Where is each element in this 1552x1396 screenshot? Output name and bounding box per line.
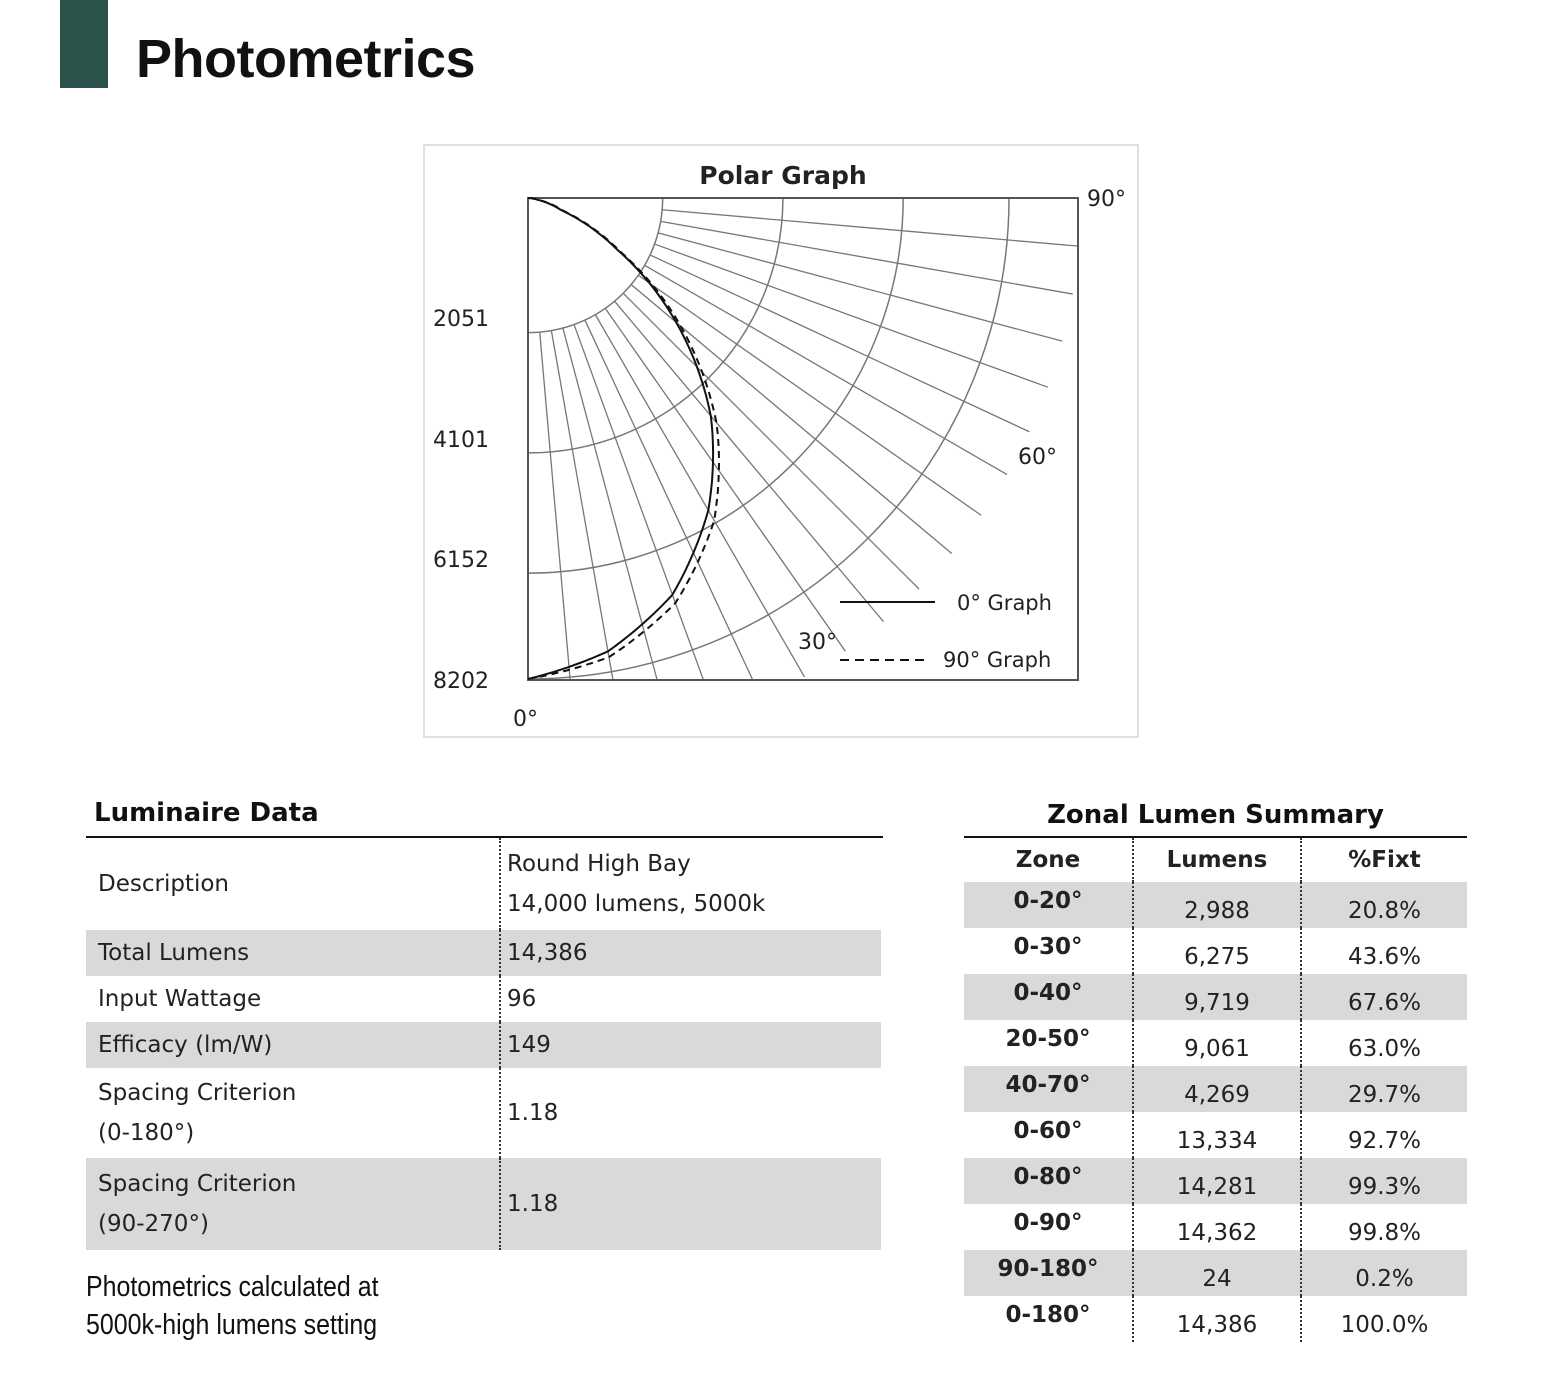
row-label-line: (0-180°)	[98, 1120, 195, 1146]
fixt-cell: 20.8%	[1301, 882, 1467, 928]
lumens-cell: 4,269	[1133, 1066, 1301, 1112]
table-row	[964, 1112, 1467, 1158]
angle-label-60: 60°	[1018, 445, 1057, 470]
footnote-line: Photometrics calculated at	[86, 1271, 379, 1303]
table-row	[964, 1204, 1467, 1250]
angle-label-30: 30°	[798, 630, 837, 655]
page-title: Photometrics	[136, 29, 476, 89]
luminaire-data-table	[86, 838, 881, 1250]
grid-spoke	[540, 332, 570, 680]
table-row	[964, 1158, 1467, 1204]
legend-solid-label: 0° Graph	[957, 591, 1052, 615]
radial-label-2051: 2051	[433, 307, 489, 332]
angle-label-0: 0°	[513, 707, 538, 732]
grid-spoke	[662, 210, 1078, 246]
fixt-cell: 99.8%	[1301, 1204, 1467, 1250]
grid-spoke	[551, 331, 613, 680]
row-label: Total Lumens	[86, 930, 500, 976]
table-row	[964, 928, 1467, 974]
row-value	[500, 838, 881, 930]
row-value: 1.18	[500, 1068, 881, 1158]
fixt-cell: 92.7%	[1301, 1112, 1467, 1158]
lumens-cell: 13,334	[1133, 1112, 1301, 1158]
lumens-cell: 14,281	[1133, 1158, 1301, 1204]
row-label: Input Wattage	[98, 986, 262, 1012]
table-row	[964, 882, 1467, 928]
fixt-cell: 99.3%	[1301, 1158, 1467, 1204]
polar-graph	[425, 146, 1137, 736]
table-row	[86, 1068, 881, 1158]
row-label: Description	[98, 871, 229, 897]
zone-cell: 0-30°	[1013, 934, 1083, 960]
zone-cell: 0-20°	[964, 882, 1133, 928]
grid-spoke	[615, 301, 884, 622]
fixt-cell: 67.6%	[1301, 974, 1467, 1020]
angle-label-90: 90°	[1087, 187, 1126, 212]
fixt-cell: 100.0%	[1301, 1296, 1467, 1342]
lumens-cell: 9,719	[1133, 974, 1301, 1020]
row-value: 96	[500, 976, 881, 1022]
zonal-lumen-table	[964, 838, 1467, 1342]
table-row	[86, 1158, 881, 1250]
table-row	[86, 1022, 881, 1068]
fixt-cell: 29.7%	[1301, 1066, 1467, 1112]
zonal-summary-title: Zonal Lumen Summary	[1047, 800, 1384, 830]
lumens-cell: 24	[1133, 1250, 1301, 1296]
lumens-cell: 14,362	[1133, 1204, 1301, 1250]
series-90-graph-line	[528, 198, 719, 679]
row-value-line: Round High Bay	[507, 851, 691, 877]
zone-cell: 40-70°	[964, 1066, 1133, 1112]
table-row	[86, 976, 881, 1022]
lumens-cell: 14,386	[1133, 1296, 1301, 1342]
legend-dashed-label: 90° Graph	[943, 648, 1052, 672]
lumens-cell: 9,061	[1133, 1020, 1301, 1066]
table-row	[964, 1250, 1467, 1296]
row-label	[86, 1158, 500, 1250]
column-header-lumens: Lumens	[1133, 838, 1301, 882]
grid-spoke	[585, 320, 753, 680]
radial-label-8202: 8202	[433, 669, 489, 694]
row-label: Efficacy (lm/W)	[86, 1022, 500, 1068]
table-row	[964, 974, 1467, 1020]
row-value-line: 14,000 lumens, 5000k	[507, 891, 766, 917]
table-row	[86, 838, 881, 930]
row-label-line: Spacing Criterion	[98, 1171, 297, 1197]
fixt-cell: 0.2%	[1301, 1250, 1467, 1296]
luminaire-data-title: Luminaire Data	[94, 798, 319, 828]
footnote-line: 5000k-high lumens setting	[86, 1309, 378, 1341]
series-0-graph-line	[528, 198, 713, 679]
table-row	[86, 930, 881, 976]
column-header-fixt: %Fixt	[1301, 838, 1467, 882]
grid-spoke	[661, 221, 1073, 294]
row-label-line: Spacing Criterion	[98, 1080, 297, 1106]
lumens-cell: 6,275	[1133, 928, 1301, 974]
polar-graph-title: Polar Graph	[699, 161, 867, 190]
grid-spoke	[631, 285, 952, 554]
row-label	[86, 1068, 500, 1158]
radial-label-4101: 4101	[433, 428, 489, 453]
lumens-cell: 2,988	[1133, 882, 1301, 928]
zone-cell: 90-180°	[964, 1250, 1133, 1296]
zone-cell: 20-50°	[1005, 1026, 1091, 1052]
polar-curves	[528, 198, 719, 679]
zone-cell: 0-80°	[964, 1158, 1133, 1204]
grid-spoke	[563, 328, 657, 680]
zone-cell: 0-40°	[964, 974, 1133, 1020]
row-label-line: (90-270°)	[98, 1211, 209, 1237]
column-header-zone: Zone	[1015, 847, 1081, 873]
row-value: 1.18	[500, 1158, 881, 1250]
fixt-cell: 63.0%	[1301, 1020, 1467, 1066]
grid-spoke	[655, 244, 1048, 387]
table-row	[964, 1020, 1467, 1066]
radial-label-6152: 6152	[433, 548, 489, 573]
fixt-cell: 43.6%	[1301, 928, 1467, 974]
zone-cell: 0-90°	[1013, 1210, 1083, 1236]
table-header-row	[964, 838, 1467, 882]
row-value: 149	[500, 1022, 881, 1068]
section-accent-bar	[60, 0, 108, 88]
zone-cell: 0-60°	[1013, 1118, 1083, 1144]
polar-graph-panel	[423, 144, 1139, 738]
table-row	[964, 1296, 1467, 1342]
footnote	[86, 1268, 447, 1344]
table-row	[964, 1066, 1467, 1112]
zone-cell: 0-180°	[1005, 1302, 1091, 1328]
row-value: 14,386	[500, 930, 881, 976]
